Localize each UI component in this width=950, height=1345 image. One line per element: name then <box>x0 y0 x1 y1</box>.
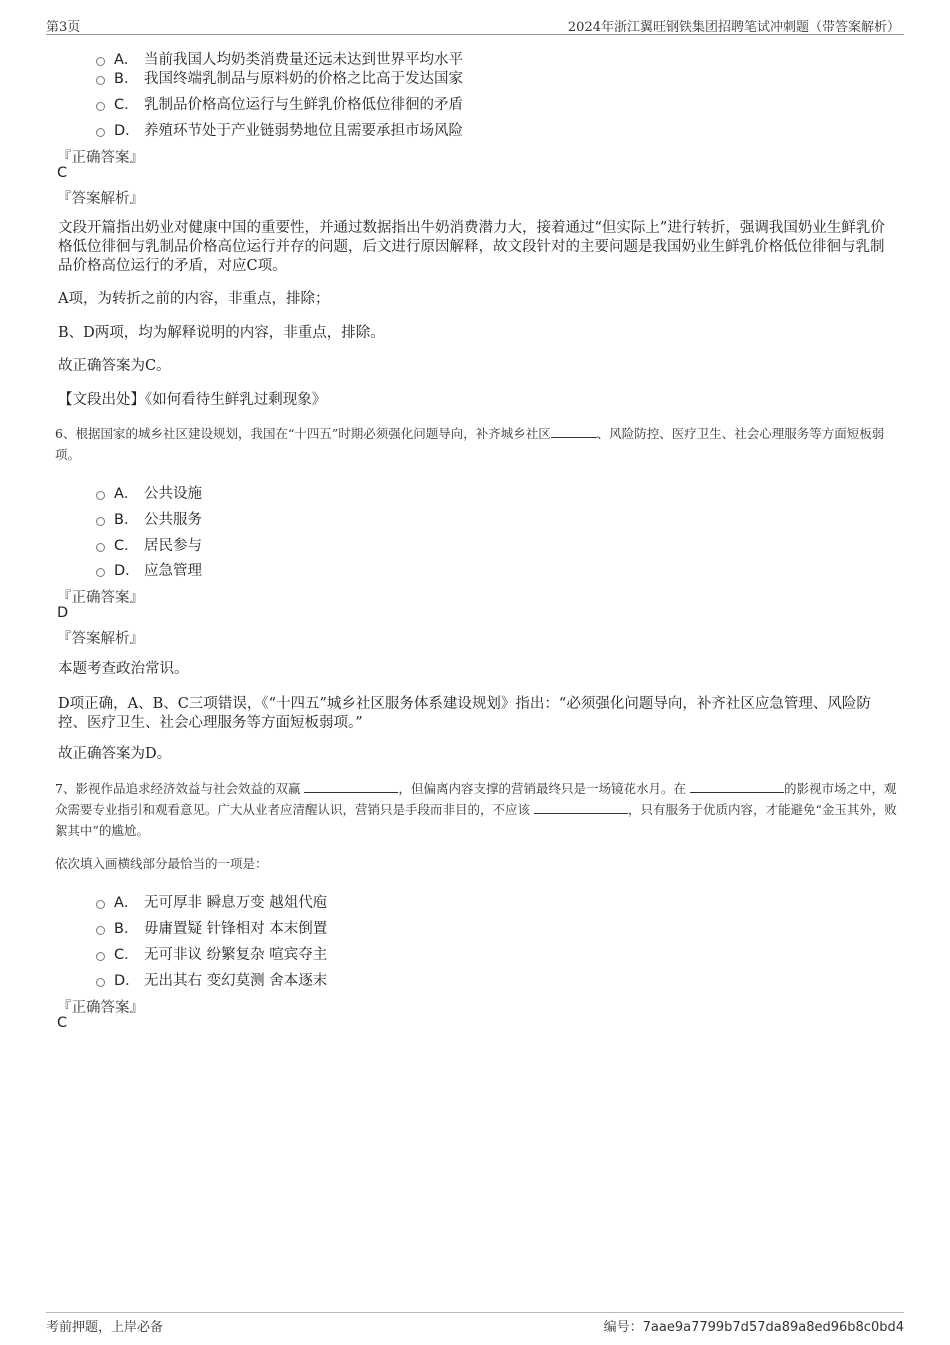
q5-analysis-paragraph: B、D两项，均为解释说明的内容，非重点，排除。 <box>58 325 385 341</box>
q5-analysis-paragraph: 故正确答案为C。 <box>58 358 171 374</box>
radio-button-icon[interactable] <box>96 102 105 111</box>
radio-button-icon[interactable] <box>96 128 105 137</box>
q5-option-c[interactable]: C． 乳制品价格高位运行与生鲜乳价格低位徘徊的矛盾 <box>96 93 463 114</box>
q5-analysis-paragraph: 文段开篇指出奶业对健康中国的重要性，并通过数据指出牛奶消费潜力大，接着通过“但实际上”进行转折，强调我国奶业生鲜乳价格低位徘徊与乳制品价格高位运行并存的问题，后文进行原因解释，故文段针对的主要问题是我国奶业生鲜乳价格低位徘徊与乳制品价格高位运行的矛盾，对应C项。 <box>58 220 885 274</box>
q6-answer: D <box>57 605 69 621</box>
q6-analysis-paragraph: 故正确答案为D。 <box>58 746 172 762</box>
q6-answer-label: 『正确答案』 <box>57 590 144 606</box>
q6-option-c[interactable]: C． 居民参与 <box>96 534 202 555</box>
q5-option-a[interactable]: A． 当前我国人均奶类消费量还远未达到世界平均水平 <box>96 48 463 69</box>
page-number: 第3页 <box>46 20 81 35</box>
option-text: 毋庸置疑 针锋相对 本末倒置 <box>144 921 328 937</box>
q5-source: 【文段出处】《如何看待生鲜乳过剩现象》 <box>58 392 327 408</box>
radio-button-icon[interactable] <box>96 517 105 526</box>
radio-button-icon[interactable] <box>96 926 105 935</box>
q7-answer: C <box>57 1015 68 1031</box>
option-text: 当前我国人均奶类消费量还远未达到世界平均水平 <box>144 52 463 68</box>
q5-option-b[interactable]: B． 我国终端乳制品与原料奶的价格之比高于发达国家 <box>96 67 463 88</box>
option-text: 无可非议 纷繁复杂 喧宾夺主 <box>144 947 328 963</box>
page-footer <box>46 1312 904 1337</box>
fill-blank <box>304 780 398 793</box>
q7-option-c[interactable]: C． 无可非议 纷繁复杂 喧宾夺主 <box>96 943 327 964</box>
option-text: 应急管理 <box>144 563 202 579</box>
document-code: 编号：7aae9a7799b7d57da89a8ed96b8c0bd4 <box>603 1320 904 1335</box>
q7-instruction: 依次填入画横线部分最恰当的一项是： <box>55 856 268 871</box>
q5-answer-label: 『正确答案』 <box>57 150 144 166</box>
option-text: 公共设施 <box>144 486 202 502</box>
option-text: 养殖环节处于产业链弱势地位且需要承担市场风险 <box>144 123 463 139</box>
q6-stem: 6、根据国家的城乡社区建设规划，我国在“十四五”时期必须强化问题导向，补齐城乡社区 、风险防控、医疗卫生、社会心理服务等方面短板弱项。 <box>55 426 885 462</box>
q5-analysis-label: 『答案解析』 <box>57 191 144 207</box>
q7-option-b[interactable]: B． 毋庸置疑 针锋相对 本末倒置 <box>96 917 327 938</box>
q6-option-a[interactable]: A． 公共设施 <box>96 482 202 503</box>
q6-analysis-paragraph: D项正确，A、B、C三项错误，《“十四五”城乡社区服务体系建设规划》指出：“必须强化问题导向，补齐社区应急管理、风险防控、医疗卫生、社会心理服务等方面短板弱项。” <box>58 696 871 731</box>
page-header <box>46 14 904 35</box>
radio-button-icon[interactable] <box>96 543 105 552</box>
footer-slogan: 考前押题，上岸必备 <box>46 1320 164 1335</box>
q5-option-d[interactable]: D． 养殖环节处于产业链弱势地位且需要承担市场风险 <box>96 119 463 140</box>
q7-option-d[interactable]: D． 无出其右 变幻莫测 舍本逐末 <box>96 969 327 990</box>
q6-option-b[interactable]: B． 公共服务 <box>96 508 202 529</box>
q6-analysis-label: 『答案解析』 <box>57 631 144 647</box>
fill-blank <box>551 425 597 438</box>
q7-answer-label: 『正确答案』 <box>57 1000 144 1016</box>
radio-button-icon[interactable] <box>96 978 105 987</box>
radio-button-icon[interactable] <box>96 57 105 66</box>
document-title: 2024年浙江翼旺钢铁集团招聘笔试冲刺题（带答案解析） <box>567 20 900 35</box>
q7-option-a[interactable]: A． 无可厚非 瞬息万变 越俎代庖 <box>96 891 327 912</box>
radio-button-icon[interactable] <box>96 952 105 961</box>
option-text: 无出其右 变幻莫测 舍本逐末 <box>144 973 328 989</box>
q7-stem: 7、影视作品追求经济效益与社会效益的双赢 ，但偏离内容支撑的营销最终只是一场镜花水月。在 的影视市场之中，观众需要专业指引和观看意见。广大从业者应清醒认识，营销只是手段而非目的，不应该 ，只有服务于优质内容，才能避免“金玉其外，败絮其中”的尴尬。 <box>55 781 897 838</box>
option-text: 乳制品价格高位运行与生鲜乳价格低位徘徊的矛盾 <box>144 97 463 113</box>
q5-analysis-paragraph: A项，为转折之前的内容，非重点，排除； <box>58 291 330 307</box>
option-text: 居民参与 <box>144 538 202 554</box>
radio-button-icon[interactable] <box>96 900 105 909</box>
q5-answer: C <box>57 165 68 181</box>
q6-option-d[interactable]: D． 应急管理 <box>96 559 202 580</box>
radio-button-icon[interactable] <box>96 568 105 577</box>
option-text: 我国终端乳制品与原料奶的价格之比高于发达国家 <box>144 71 463 87</box>
radio-button-icon[interactable] <box>96 76 105 85</box>
q6-analysis-paragraph: 本题考查政治常识。 <box>58 661 189 677</box>
option-text: 无可厚非 瞬息万变 越俎代庖 <box>144 895 328 911</box>
radio-button-icon[interactable] <box>96 491 105 500</box>
fill-blank <box>690 780 784 793</box>
option-text: 公共服务 <box>144 512 202 528</box>
fill-blank <box>534 801 628 814</box>
